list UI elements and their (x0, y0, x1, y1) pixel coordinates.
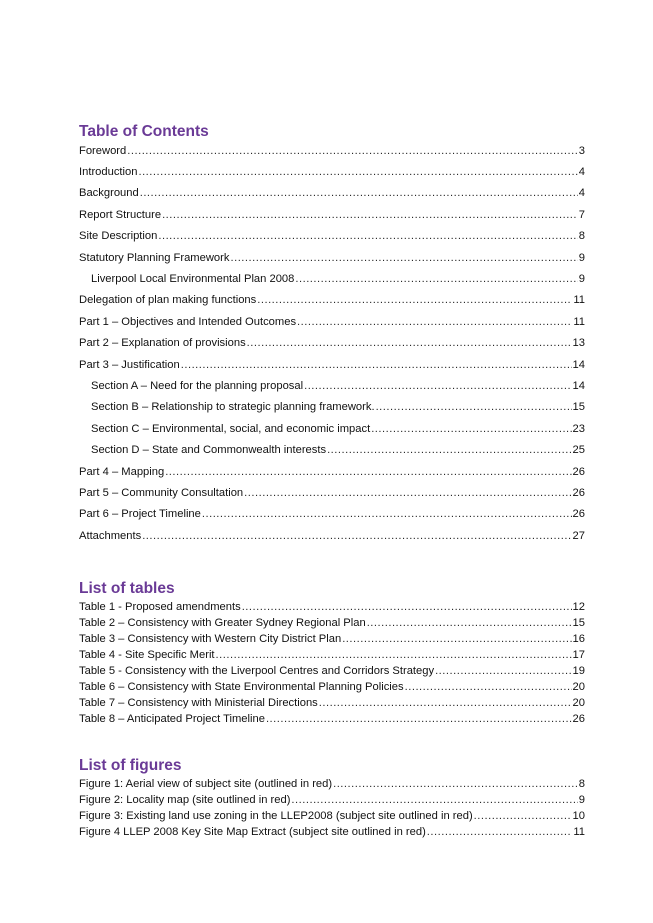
dot-leader (367, 616, 572, 630)
toc-entry-page: 26 (572, 487, 585, 499)
table-entry[interactable] (79, 600, 585, 614)
figure-entry-page: 8 (578, 778, 585, 790)
toc-entry[interactable] (79, 465, 585, 479)
dot-leader (333, 777, 578, 791)
toc-entry-title: Section B – Relationship to strategic planning framework. (91, 401, 375, 413)
toc-entry[interactable] (79, 529, 585, 543)
toc-entry-title: Part 5 – Community Consultation (79, 487, 244, 499)
toc-entry[interactable] (79, 336, 585, 350)
toc-subentry[interactable] (91, 272, 585, 286)
toc-entry-page: 3 (578, 145, 585, 157)
toc-entry[interactable] (79, 186, 585, 200)
table-entry-title: Table 2 – Consistency with Greater Sydney Regional Plan (79, 617, 366, 629)
dot-leader (138, 165, 577, 179)
toc-heading: Table of Contents (79, 123, 209, 140)
dot-leader (244, 486, 571, 500)
toc-entry-page: 4 (578, 187, 585, 199)
dot-leader (371, 422, 571, 436)
table-entry-title: Table 7 – Consistency with Ministerial Directions (79, 697, 318, 709)
figure-entry-page: 11 (573, 826, 585, 838)
dot-leader (216, 648, 572, 662)
toc-entry-page: 14 (572, 380, 585, 392)
dot-leader (142, 529, 571, 543)
toc-entry-page: 4 (578, 166, 585, 178)
dot-leader (165, 465, 571, 479)
toc-entry[interactable] (79, 486, 585, 500)
table-entry[interactable] (79, 616, 585, 630)
toc-entry-page: 9 (578, 273, 585, 285)
dot-leader (242, 600, 572, 614)
table-entry-page: 15 (572, 617, 585, 629)
table-entry-page: 20 (572, 681, 585, 693)
dot-leader (304, 379, 571, 393)
dot-leader (427, 825, 573, 839)
figure-entry-title: Figure 3: Existing land use zoning in the LLEP2008 (subject site outlined in red) (79, 810, 473, 822)
toc-entry-title: Section A – Need for the planning proposal (91, 380, 304, 392)
toc-entry-title: Delegation of plan making functions (79, 294, 257, 306)
toc-entry-title: Statutory Planning Framework (79, 252, 230, 264)
dot-leader (140, 186, 578, 200)
dot-leader (376, 400, 572, 414)
toc-entry-page: 13 (572, 337, 585, 349)
toc-entry-title: Part 4 – Mapping (79, 466, 165, 478)
toc-entry-page: 11 (573, 316, 585, 328)
toc-entry-title: Attachments (79, 530, 142, 542)
toc-entry-title: Section C – Environmental, social, and economic impact (91, 423, 371, 435)
table-entry-title: Table 1 - Proposed amendments (79, 601, 241, 613)
figure-entry[interactable] (79, 825, 585, 839)
toc-entry-page: 11 (573, 294, 585, 306)
dot-leader (247, 336, 572, 350)
table-entry[interactable] (79, 648, 585, 662)
figure-entry[interactable] (79, 777, 585, 791)
toc-entry-title: Introduction (79, 166, 138, 178)
toc-entry-title: Foreword (79, 145, 127, 157)
toc-entry-page: 25 (572, 444, 585, 456)
toc-entry-page: 23 (572, 423, 585, 435)
table-entry-page: 16 (572, 633, 585, 645)
toc-entry-title: Background (79, 187, 139, 199)
table-entry-title: Table 6 – Consistency with State Environmental Planning Policies (79, 681, 404, 693)
table-entry-title: Table 3 – Consistency with Western City District Plan (79, 633, 342, 645)
toc-entry-title: Part 2 – Explanation of provisions (79, 337, 246, 349)
dot-leader (181, 358, 572, 372)
table-entry-title: Table 4 - Site Specific Merit (79, 649, 215, 661)
table-entry-page: 12 (572, 601, 585, 613)
toc-subentry[interactable] (91, 422, 585, 436)
toc-subentry[interactable] (91, 379, 585, 393)
toc-entry[interactable] (79, 165, 585, 179)
dot-leader (435, 664, 571, 678)
toc-entry[interactable] (79, 144, 585, 158)
dot-leader (405, 680, 572, 694)
table-entry-page: 19 (572, 665, 585, 677)
table-entry-page: 17 (572, 649, 585, 661)
toc-entry-title: Site Description (79, 230, 158, 242)
table-entry[interactable] (79, 712, 585, 726)
dot-leader (257, 293, 572, 307)
dot-leader (202, 507, 572, 521)
toc-entry[interactable] (79, 251, 585, 265)
table-entry-page: 26 (572, 713, 585, 725)
table-entry-page: 20 (572, 697, 585, 709)
toc-subentry[interactable] (91, 443, 585, 457)
toc-entry-title: Liverpool Local Environmental Plan 2008 (91, 273, 295, 285)
dot-leader (297, 315, 572, 329)
toc-entry-page: 15 (572, 401, 585, 413)
toc-entry-page: 26 (572, 508, 585, 520)
toc-subentry[interactable] (91, 400, 585, 414)
figures-heading: List of figures (79, 757, 182, 774)
dot-leader (158, 229, 577, 243)
dot-leader (127, 144, 578, 158)
dot-leader (291, 793, 577, 807)
figure-entry-title: Figure 2: Locality map (site outlined in red) (79, 794, 291, 806)
figure-entry-title: Figure 1: Aerial view of subject site (outlined in red) (79, 778, 333, 790)
toc-entry-page: 26 (572, 466, 585, 478)
dot-leader (327, 443, 571, 457)
figure-entry[interactable] (79, 793, 585, 807)
toc-entry-page: 7 (578, 209, 585, 221)
toc-entry[interactable] (79, 229, 585, 243)
toc-entry-page: 14 (572, 359, 585, 371)
toc-entry-title: Report Structure (79, 209, 162, 221)
table-entry[interactable] (79, 664, 585, 678)
toc-entry[interactable] (79, 507, 585, 521)
table-entry[interactable] (79, 632, 585, 646)
figure-entry[interactable] (79, 809, 585, 823)
table-entry-title: Table 5 - Consistency with the Liverpool Centres and Corridors Strategy (79, 665, 435, 677)
toc-entry-title: Part 6 – Project Timeline (79, 508, 201, 520)
table-entry[interactable] (79, 696, 585, 710)
dot-leader (342, 632, 571, 646)
figure-entry-page: 9 (578, 794, 585, 806)
dot-leader (474, 809, 572, 823)
table-entry-title: Table 8 – Anticipated Project Timeline (79, 713, 265, 725)
dot-leader (230, 251, 577, 265)
toc-entry[interactable] (79, 208, 585, 222)
toc-entry-page: 8 (578, 230, 585, 242)
dot-leader (266, 712, 572, 726)
figure-entry-title: Figure 4 LLEP 2008 Key Site Map Extract (subject site outlined in red) (79, 826, 426, 838)
toc-entry-title: Part 1 – Objectives and Intended Outcomes (79, 316, 297, 328)
toc-entry-page: 27 (572, 530, 585, 542)
figure-entry-page: 10 (572, 810, 585, 822)
toc-entry-page: 9 (578, 252, 585, 264)
table-entry[interactable] (79, 680, 585, 694)
toc-entry[interactable] (79, 293, 585, 307)
toc-entry[interactable] (79, 358, 585, 372)
toc-entry-title: Section D – State and Commonwealth interests (91, 444, 327, 456)
dot-leader (295, 272, 577, 286)
tables-heading: List of tables (79, 580, 175, 597)
toc-entry[interactable] (79, 315, 585, 329)
dot-leader (162, 208, 578, 222)
dot-leader (319, 696, 572, 710)
toc-entry-title: Part 3 – Justification (79, 359, 180, 371)
